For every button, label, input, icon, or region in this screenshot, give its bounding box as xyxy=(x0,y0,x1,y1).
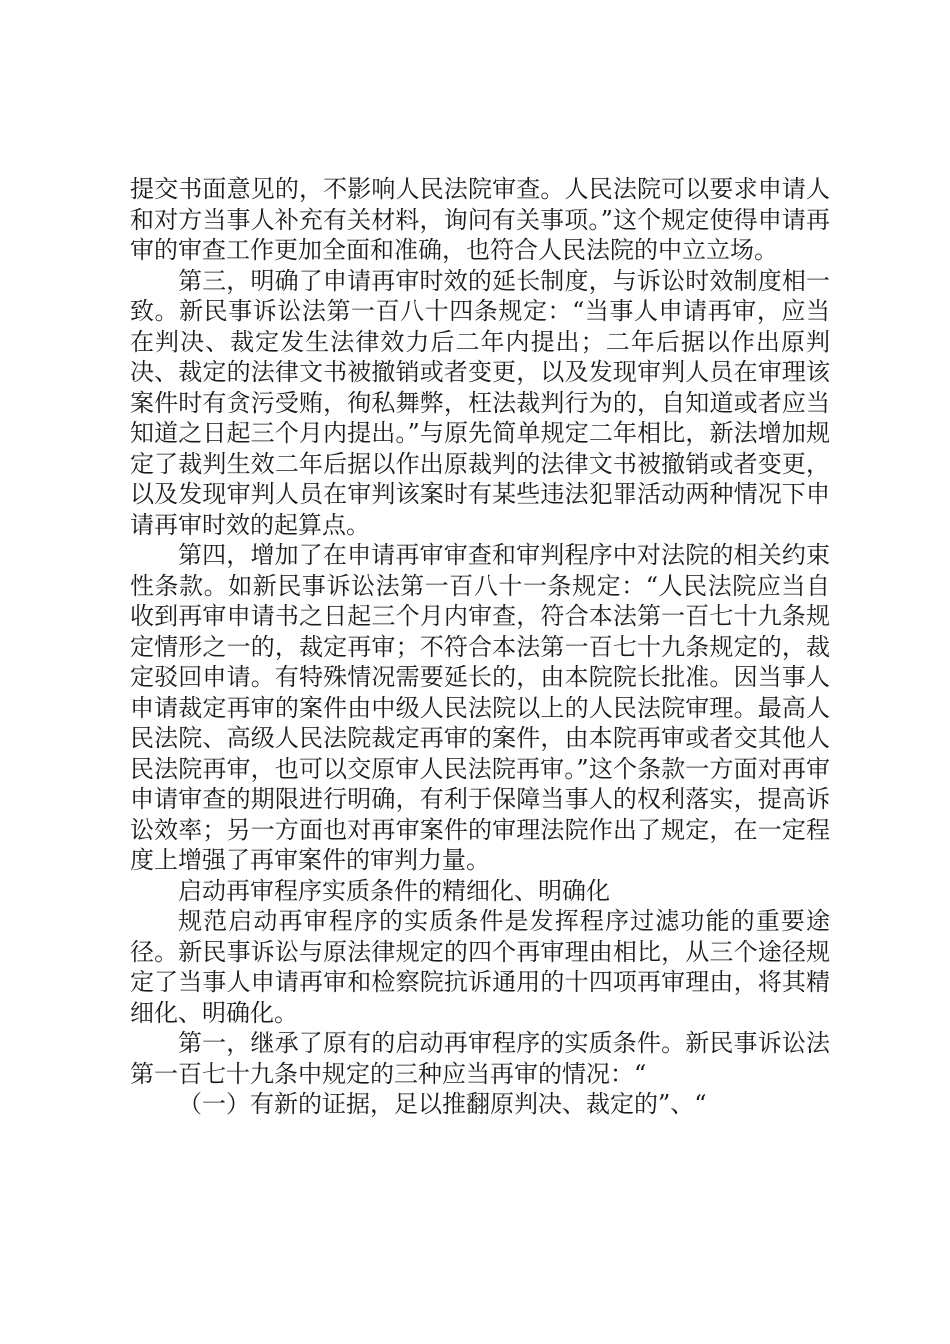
paragraph-6: （一）有新的证据，足以推翻原判决、裁定的”、“ xyxy=(178,1090,707,1118)
document-page xyxy=(130,174,830,1120)
paragraph-5: 第一，继承了原有的启动再审程序的实质条件。新民事诉讼法第一百七十九条中规定的三种应当再审的情况：“ xyxy=(130,1029,830,1088)
paragraph-4: 规范启动再审程序的实质条件是发挥程序过滤功能的重要途径。新民事诉讼与原法律规定的四个再审理由相比，从三个途径规定了当事人申请再审和检察院抗诉通用的十四项再审理由，将其精细化、明确化。 xyxy=(130,907,830,1027)
section-heading: 启动再审程序实质条件的精细化、明确化 xyxy=(178,876,610,905)
paragraph-3: 第四，增加了在申请再审审查和审判程序中对法院的相关约束性条款。如新民事诉讼法第一百八十一条规定：“人民法院应当自收到再审申请书之日起三个月内审查，符合本法第一百七十九条规定情形之一的，裁定再审；不符合本法第一百七十九条规定的，裁定驳回申请。有特殊情况需要延长的，由本院院长批准。因当事人申请裁定再审的案件由中级人民法院以上的人民法院审理。最高人民法院、高级人民法院裁定再审的案件，由本院再审或者交其他人民法院再审，也可以交原审人民法院再审。”这个条款一方面对再审申请审查的期限进行明确，有利于保障当事人的权利落实，提高诉讼效率；另一方面也对再审案件的审理法院作出了规定，在一定程度上增强了再审案件的审判力量。 xyxy=(130,541,830,874)
paragraph-2: 第三，明确了申请再审时效的延长制度，与诉讼时效制度相一致。新民事诉讼法第一百八十四条规定：“当事人申请再审，应当在判决、裁定发生法律效力后二年内提出；二年后据以作出原判决、裁定的法律文书被撤销或者变更，以及发现审判人员在审理该案件时有贪污受贿，徇私舞弊，枉法裁判行为的，自知道或者应当知道之日起三个月内提出。”与原先简单规定二年相比，新法增加规定了裁判生效二年后据以作出原裁判的法律文书被撤销或者变更，以及发现审判人员在审判该案时有某些违法犯罪活动两种情况下申请再审时效的起算点。 xyxy=(130,266,830,539)
paragraph-1: 提交书面意见的，不影响人民法院审查。人民法院可以要求申请人和对方当事人补充有关材料，询问有关事项。”这个规定使得申请再审的审查工作更加全面和准确，也符合人民法院的中立立场。 xyxy=(130,175,830,264)
